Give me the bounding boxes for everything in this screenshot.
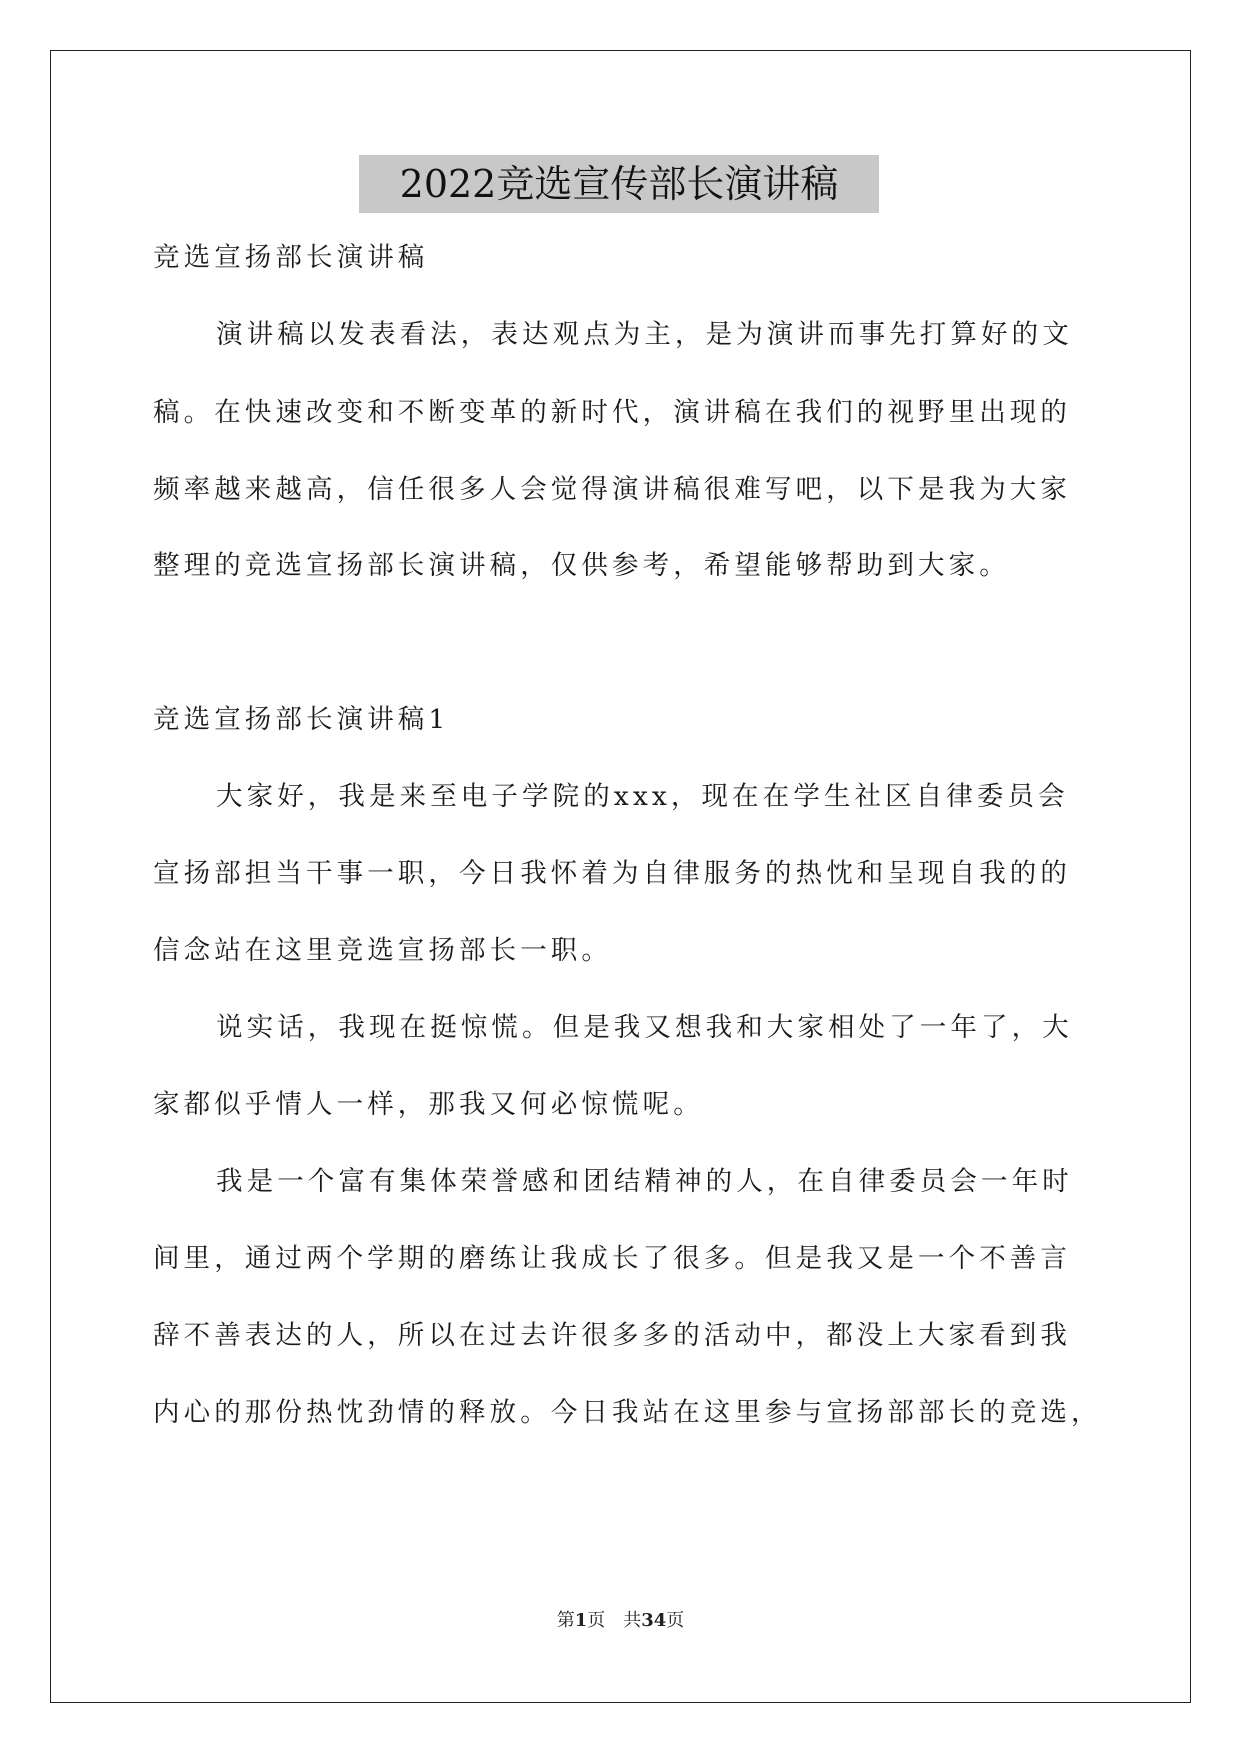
- page-footer: [0, 1606, 1241, 1632]
- body-line: 稿。在快速改变和不断变革的新时代，演讲稿在我们的视野里出现的: [153, 397, 1071, 428]
- body-line: 演讲稿以发表看法，表达观点为主，是为演讲而事先打算好的文: [216, 319, 1073, 350]
- body-line: 大家好，我是来至电子学院的xxx，现在在学生社区自律委员会: [216, 781, 1069, 812]
- body-line: 我是一个富有集体荣誉感和团结精神的人，在自律委员会一年时: [216, 1166, 1073, 1197]
- body-line: 整理的竞选宣扬部长演讲稿，仅供参考，希望能够帮助到大家。: [153, 550, 1010, 581]
- total-pages: 34: [641, 1610, 667, 1631]
- subtitle-line: 竞选宣扬部长演讲稿: [153, 242, 429, 273]
- total-prefix: 共: [623, 1610, 642, 1631]
- document-title: 2022竞选宣传部长演讲稿: [359, 155, 879, 213]
- total-suffix: 页: [666, 1610, 685, 1631]
- body-line: 间里，通过两个学期的磨练让我成长了很多。但是我又是一个不善言: [153, 1243, 1071, 1274]
- page-prefix: 第: [556, 1610, 575, 1631]
- body-line: 家都似乎情人一样，那我又何必惊慌呢。: [153, 1089, 704, 1120]
- body-line: 频率越来越高，信任很多人会觉得演讲稿很难写吧，以下是我为大家: [153, 474, 1071, 505]
- page-number: 1: [574, 1610, 588, 1631]
- page-suffix: 页: [587, 1610, 606, 1631]
- body-line: 宣扬部担当干事一职，今日我怀着为自律服务的热忱和呈现自我的的: [153, 858, 1071, 889]
- body-line: 内心的那份热忱劲情的释放。今日我站在这里参与宣扬部部长的竞选，: [153, 1397, 1102, 1428]
- body-line: 说实话，我现在挺惊慌。但是我又想我和大家相处了一年了，大: [216, 1012, 1073, 1043]
- section-heading: 竞选宣扬部长演讲稿1: [153, 704, 450, 735]
- body-line: 信念站在这里竞选宣扬部长一职。: [153, 935, 612, 966]
- body-line: 辞不善表达的人，所以在过去许很多多的活动中，都没上大家看到我: [153, 1320, 1071, 1351]
